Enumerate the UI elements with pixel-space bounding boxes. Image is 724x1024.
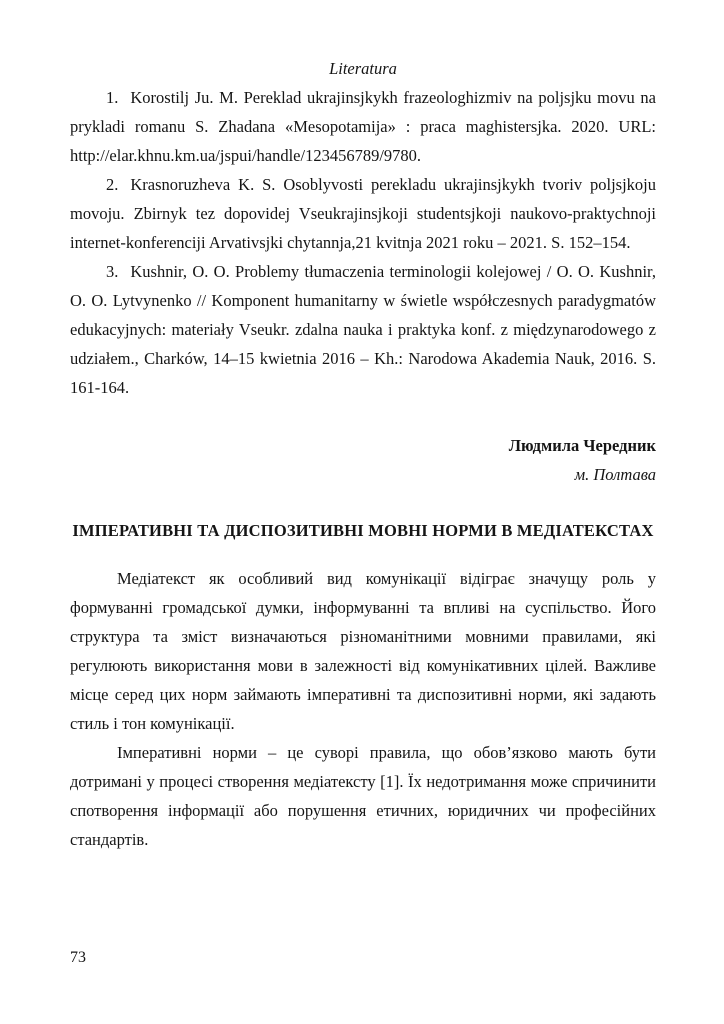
article-title: ІМПЕРАТИВНІ ТА ДИСПОЗИТИВНІ МОВНІ НОРМИ В МЕДІАТЕКСТАХ — [72, 521, 654, 540]
body-paragraph-2: Імперативні норми – це суворі правила, що обов’язково мають бути дотримані у процесі створення медіатексту [1]. Їх недотримання може спричинити спотворення інформації або порушення етичних, юридичних чи професійних стандартів. — [70, 743, 656, 849]
reference-text: Krasnoruzheva K. S. Osoblyvosti perekladu ukrajinsjkykh tvoriv poljsjkoju movoju. Zbirnyk tez dopovidej Vseukrajinsjkoji studentsjkoji naukovo-praktychnoji internet-konferenciji Arvativsjki chytannja,21 kvitnja 2021 roku – 2021. S. 152–154. — [70, 175, 656, 252]
reference-text: Korostilj Ju. M. Pereklad ukrajinsjkykh frazeologhizmiv na poljsjku movu na prykladi romanu S. Zhadana «Mesopotamija» : praca maghistersjka. 2020. URL: http://elar.khnu.km.ua/jspui/handle/123456789/9780. — [70, 88, 656, 165]
reference-item-1 — [70, 83, 656, 170]
reference-number: 2. — [106, 175, 119, 194]
reference-text: Kushnir, O. O. Problemy tłumaczenia terminologii kolejowej / O. O. Kushnir, O. O. Lytvynenko // Komponent humanitarny w świetle współczesnych paradygmatów edukacyjnych: materiały Vseukr. zdalna nauka i praktyka konf. z międzynarodowego z udziałem., Charków, 14–15 kwietnia 2016 – Kh.: Narodowa Akademia Nauk, 2016. S. 161-164. — [70, 262, 656, 397]
reference-item-3 — [70, 257, 656, 402]
literature-heading: Literatura — [329, 59, 397, 78]
reference-number: 1. — [106, 88, 119, 107]
author-name: Людмила Чередник — [508, 436, 656, 455]
reference-item-2 — [70, 170, 656, 257]
reference-number: 3. — [106, 262, 119, 281]
body-paragraph-1: Медіатекст як особливий вид комунікації відіграє значущу роль у формуванні громадської думки, інформуванні та впливі на суспільство. Його структура та зміст визначаються різноманітними мовними правилами, які регулюють використання мови в залежності від комунікативних цілей. Важливе місце серед цих норм займають імперативні та диспозитивні норми, які задають стиль і тон комунікації. — [70, 569, 656, 733]
page-number: 73 — [70, 949, 86, 966]
author-location: м. Полтава — [574, 465, 656, 484]
